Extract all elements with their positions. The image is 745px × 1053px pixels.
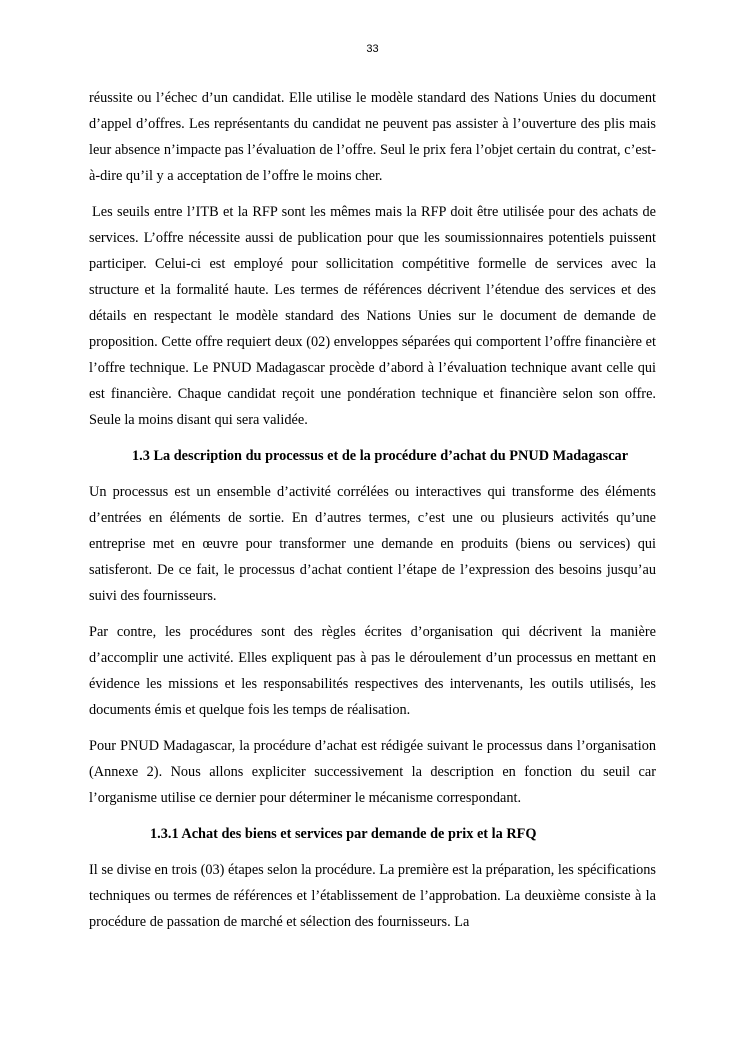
- paragraph-itb-rfp: Les seuils entre l’ITB et la RFP sont les mêmes mais la RFP doit être utilisée pour des achats de services. L’offre nécessite aussi de publication pour que les soumissionnaires potentiels puissent participer. Celui-ci est employé pour sollicitation compétitive formelle de services avec la structure et la formalité haute. Les termes de références décrivent l’étendue des services et des détails en respectant le modèle standard des Nations Unies sur le document de demande de proposition. Cette offre requiert deux (02) enveloppes séparées qui comportent l’offre financière et l’offre technique. Le PNUD Madagascar procède d’abord à l’évaluation technique avant celle qui est financière. Chaque candidat reçoit une pondération technique et financière selon son offre. Seule la moins disant qui sera validée.: [89, 204, 656, 428]
- section-heading-1-3-1: 1.3.1 Achat des biens et services par demande de prix et la RFQ: [150, 826, 537, 842]
- paragraph-evaluation-offre: réussite ou l’échec d’un candidat. Elle utilise le modèle standard des Nations Unies du document d’appel d’offres. Les représentants du candidat ne peuvent pas assister à l’ouverture des plis mais leur absence n’impacte pas l’évaluation de l’offre. Seul le prix fera l’objet certain du contrat, c’est-à-dire qu’il y a acceptation de l’offre le moins cher.: [89, 90, 656, 184]
- document-body: [89, 85, 656, 945]
- paragraph-procedure-pnud: Pour PNUD Madagascar, la procédure d’achat est rédigée suivant le processus dans l’organisation (Annexe 2). Nous allons expliciter successivement la description en fonction du seuil car l’organisme utilise ce dernier pour déterminer le mécanisme correspondant.: [89, 738, 656, 806]
- section-heading-1-3: 1.3 La description du processus et de la procédure d’achat du PNUD Madagascar: [132, 448, 629, 464]
- page-number: 33: [366, 43, 379, 55]
- paragraph-definition-processus: Un processus est un ensemble d’activité corrélées ou interactives qui transforme des éléments d’entrées en éléments de sortie. En d’autres termes, c’est une ou plusieurs activités qu’une entreprise met en œuvre pour transformer une demande en produits (biens ou services) qui satisferont. De ce fait, le processus d’achat contient l’étape de l’expression des besoins jusqu’au suivi des fournisseurs.: [89, 484, 656, 604]
- paragraph-trois-etapes: Il se divise en trois (03) étapes selon la procédure. La première est la préparation, les spécifications techniques ou termes de références et l’établissement de l’approbation. La deuxième consiste à la procédure de passation de marché et sélection des fournisseurs. La: [89, 862, 656, 930]
- paragraph-definition-procedures: Par contre, les procédures sont des règles écrites d’organisation qui décrivent la manière d’accomplir une activité. Elles expliquent pas à pas le déroulement d’un processus en mettant en évidence les missions et les responsabilités respectives des intervenants, les outils utilisés, les documents émis et quelque fois les temps de réalisation.: [89, 624, 656, 718]
